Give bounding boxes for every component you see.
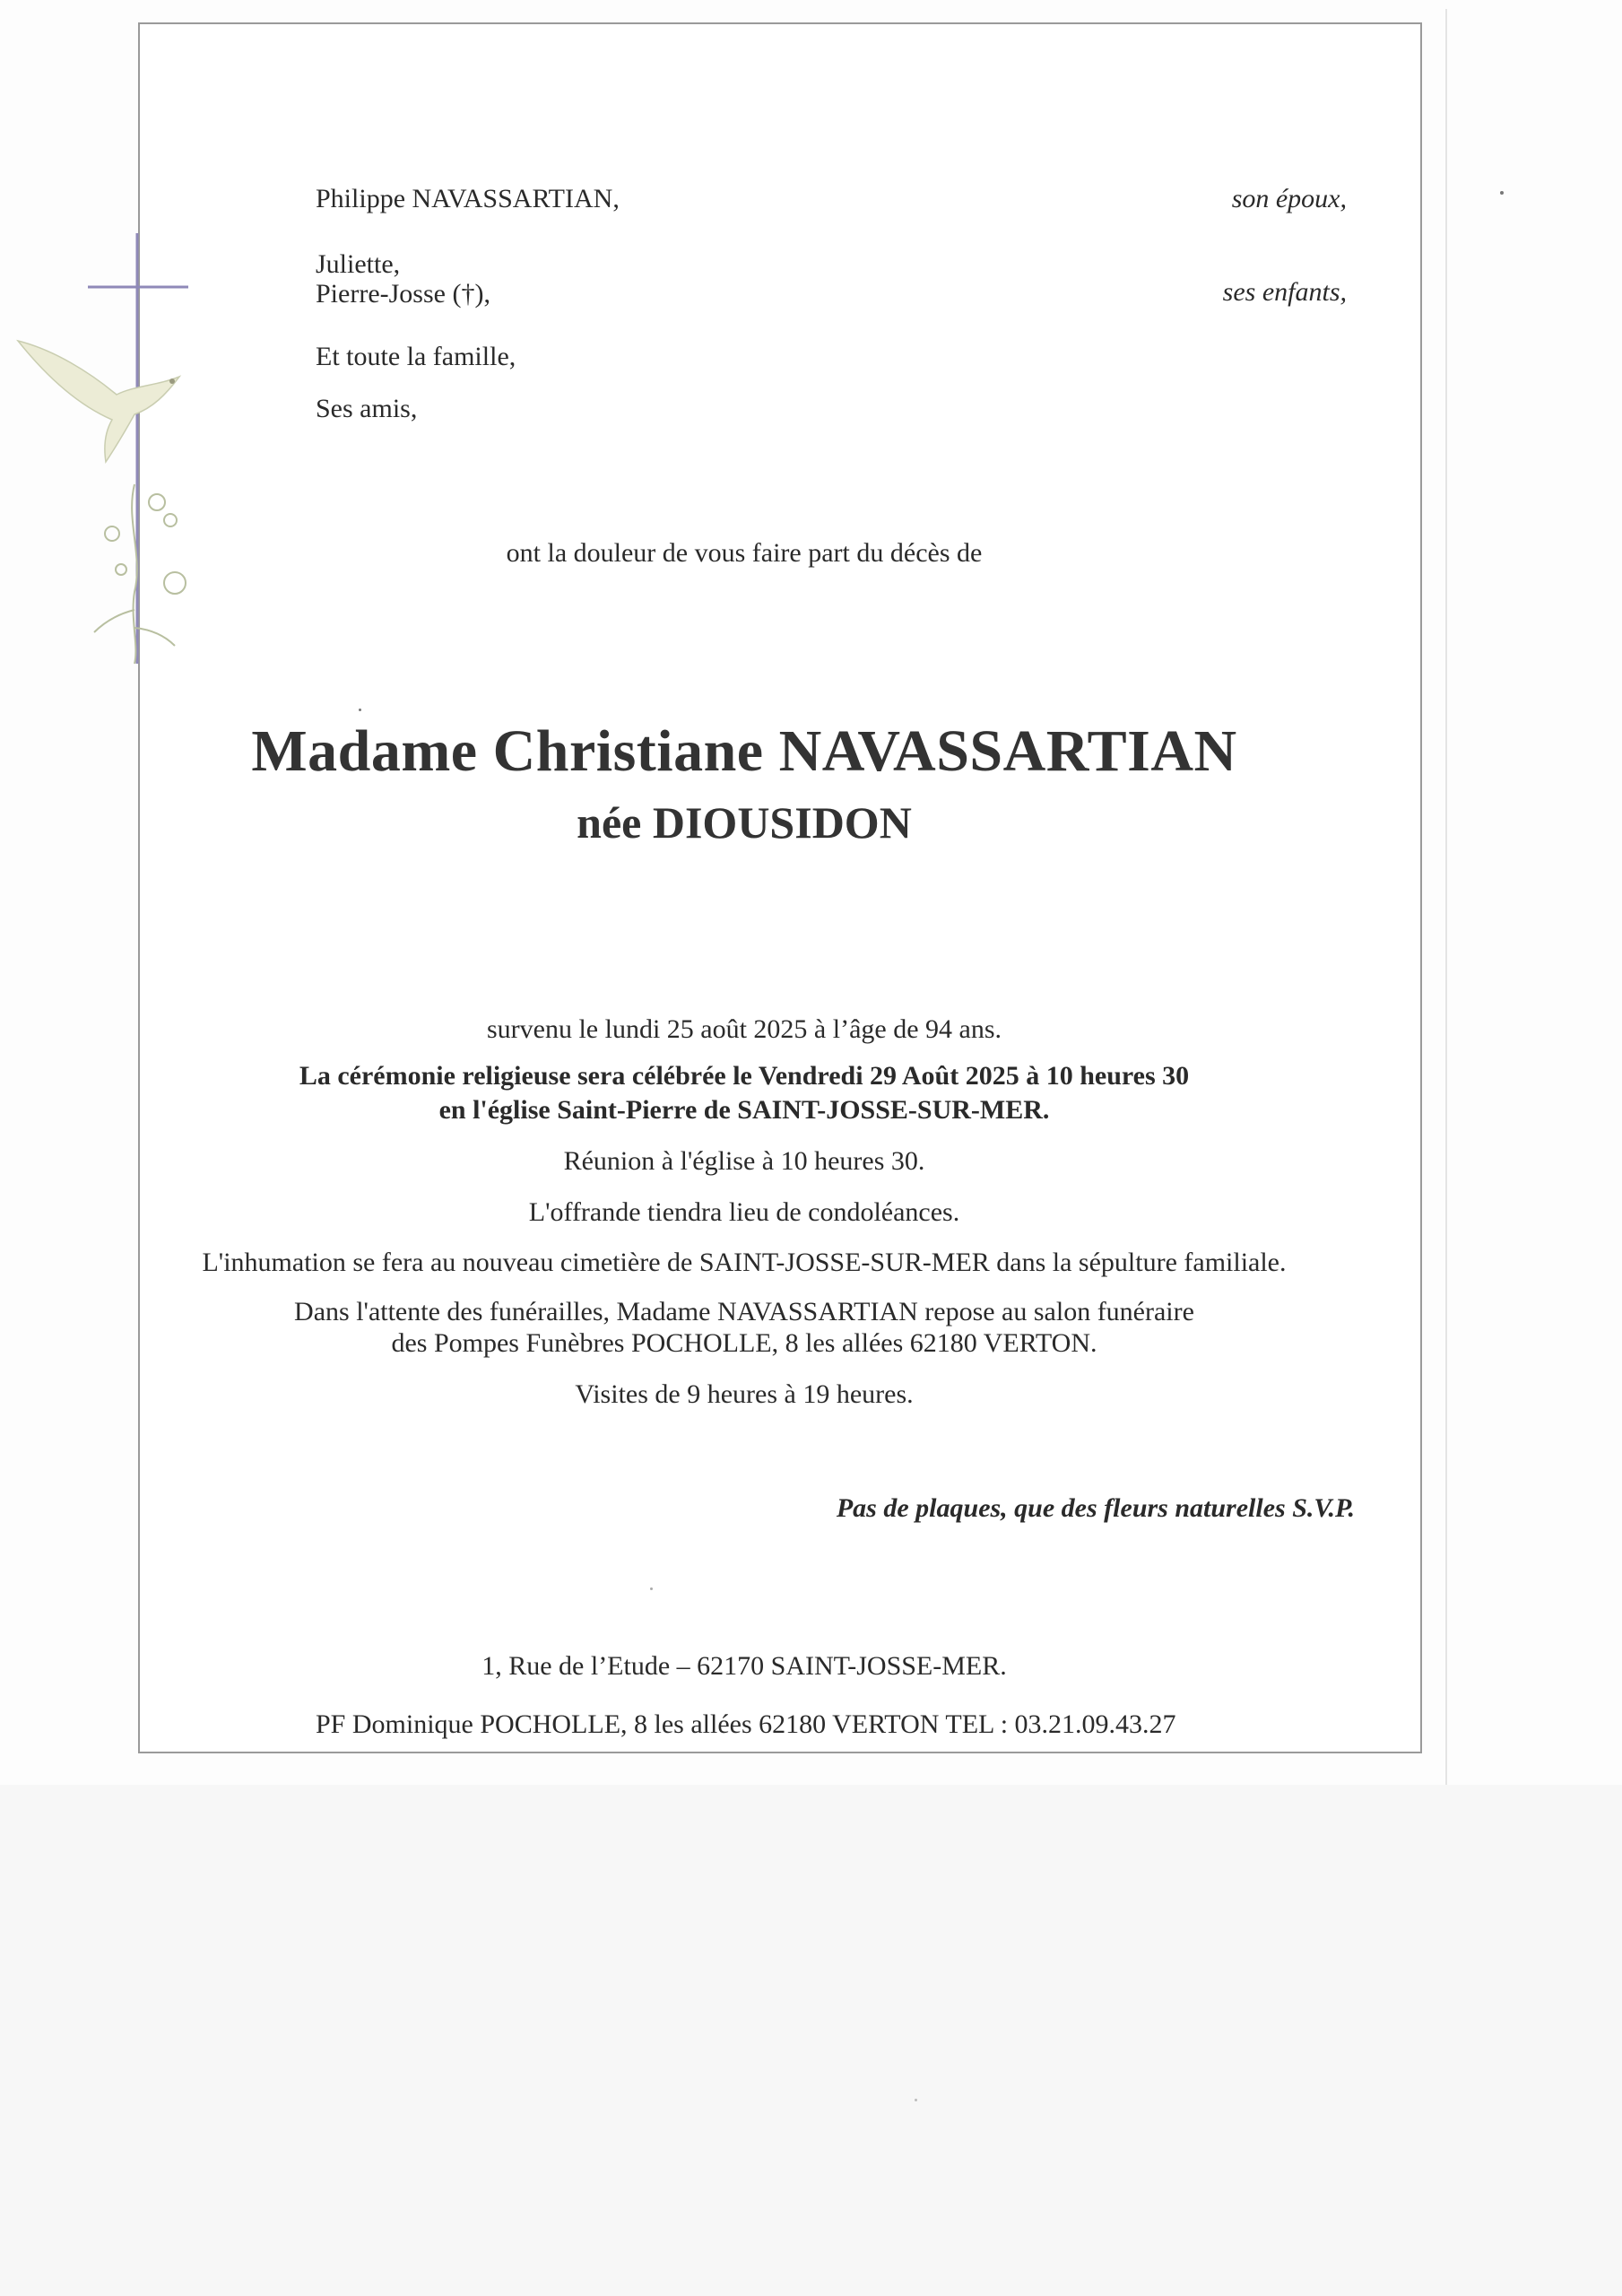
deceased-name: Madame Christiane NAVASSARTIAN [251, 718, 1237, 784]
meeting-line: Réunion à l'église à 10 heures 30. [563, 1146, 925, 1176]
deceased-maiden-name: née DIOUSIDON [577, 797, 912, 848]
ceremony-line-1: La cérémonie religieuse sera célébrée le Vendredi 29 Août 2025 à 10 heures 30 [299, 1061, 1190, 1091]
scan-speck [650, 1587, 653, 1590]
announcement-text: ont la douleur de vous faire part du décès de [506, 538, 983, 568]
dove-icon [18, 341, 179, 462]
scan-background [0, 1785, 1622, 2296]
friends-line: Ses amis, [316, 394, 418, 423]
offering-line: L'offrande tiendra lieu de condoléances. [528, 1197, 960, 1227]
scan-edge [1445, 9, 1447, 1785]
death-details: survenu le lundi 25 août 2025 à l’âge de 94 ans. [486, 1014, 1002, 1044]
flowers-note: Pas de plaques, que des fleurs naturelles S.V.P. [836, 1493, 1355, 1523]
rest-line-1: Dans l'attente des funérailles, Madame NAVASSARTIAN repose au salon funéraire [294, 1297, 1194, 1326]
scan-speck [359, 709, 361, 711]
cross-dove-flowers-decoration [0, 215, 215, 682]
ceremony-line-2: en l'église Saint-Pierre de SAINT-JOSSE-SUR-MER. [438, 1095, 1050, 1125]
family-line: Et toute la famille, [316, 342, 516, 371]
scan-speck [915, 2099, 917, 2101]
footer-funeral-home: PF Dominique POCHOLLE, 8 les allées 62180 VERTON TEL : 03.21.09.43.27 [316, 1709, 1176, 1739]
burial-line: L'inhumation se fera au nouveau cimetière de SAINT-JOSSE-SUR-MER dans la sépulture familiale. [202, 1248, 1287, 1277]
child-name-1: Juliette, [316, 249, 401, 279]
visits-line: Visites de 9 heures à 19 heures. [575, 1379, 914, 1409]
children-role: ses enfants, [1222, 277, 1347, 307]
child-name-2: Pierre-Josse (†), [316, 279, 490, 309]
scan-speck [1500, 191, 1504, 195]
flowers-icon [94, 484, 186, 664]
footer-address: 1, Rue de l’Etude – 62170 SAINT-JOSSE-MER. [481, 1651, 1007, 1681]
spouse-name: Philippe NAVASSARTIAN, [316, 184, 620, 213]
spouse-role: son époux, [1231, 184, 1347, 213]
cross-icon [88, 233, 188, 664]
rest-line-2: des Pompes Funèbres POCHOLLE, 8 les allées 62180 VERTON. [391, 1328, 1097, 1358]
